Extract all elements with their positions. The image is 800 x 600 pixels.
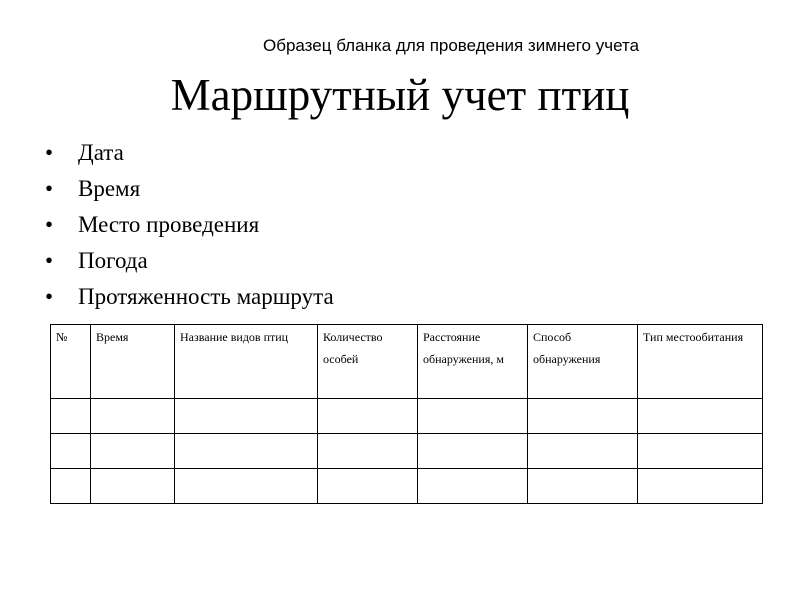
table-cell[interactable] — [318, 434, 418, 469]
bullet-icon: • — [45, 140, 54, 165]
table-cell[interactable] — [51, 434, 91, 469]
table-row — [51, 469, 763, 504]
field-label: Время — [78, 176, 141, 201]
table-row — [51, 399, 763, 434]
bullet-icon: • — [45, 212, 54, 237]
table-cell[interactable] — [91, 399, 175, 434]
field-label: Дата — [78, 140, 124, 165]
table-cell[interactable] — [91, 434, 175, 469]
col-header-method: Способ обнаружения — [528, 325, 638, 399]
fields-list — [45, 138, 334, 318]
field-item-location — [45, 210, 334, 246]
bullet-icon: • — [45, 176, 54, 201]
table-cell[interactable] — [638, 434, 763, 469]
table-cell[interactable] — [51, 469, 91, 504]
table-cell[interactable] — [418, 399, 528, 434]
table-cell[interactable] — [528, 434, 638, 469]
field-item-weather — [45, 246, 334, 282]
page-title: Маршрутный учет птиц — [170, 70, 630, 120]
col-header-distance: Расстояние обнаружения, м — [418, 325, 528, 399]
table-row — [51, 434, 763, 469]
table-cell[interactable] — [418, 469, 528, 504]
table-cell[interactable] — [638, 469, 763, 504]
field-item-route-length — [45, 282, 334, 318]
field-label: Протяженность маршрута — [78, 284, 334, 309]
col-header-species: Название видов птиц — [175, 325, 318, 399]
table-cell[interactable] — [175, 434, 318, 469]
field-item-date — [45, 138, 334, 174]
table-header-row — [51, 325, 763, 399]
table-cell[interactable] — [418, 434, 528, 469]
table-cell[interactable] — [175, 469, 318, 504]
bullet-icon: • — [45, 284, 54, 309]
field-label: Погода — [78, 248, 148, 273]
col-header-time: Время — [91, 325, 175, 399]
table-cell[interactable] — [528, 399, 638, 434]
table-cell[interactable] — [318, 469, 418, 504]
table-cell[interactable] — [638, 399, 763, 434]
table-cell[interactable] — [91, 469, 175, 504]
col-header-number: № — [51, 325, 91, 399]
table-cell[interactable] — [528, 469, 638, 504]
col-header-count: Количество особей — [318, 325, 418, 399]
field-label: Место проведения — [78, 212, 260, 237]
bullet-icon: • — [45, 248, 54, 273]
form-sample-caption: Образец бланка для проведения зимнего учета — [263, 36, 640, 55]
table-cell[interactable] — [318, 399, 418, 434]
table-cell[interactable] — [175, 399, 318, 434]
col-header-habitat: Тип местообитания — [638, 325, 763, 399]
field-item-time — [45, 174, 334, 210]
bird-count-table — [50, 324, 763, 504]
table-cell[interactable] — [51, 399, 91, 434]
